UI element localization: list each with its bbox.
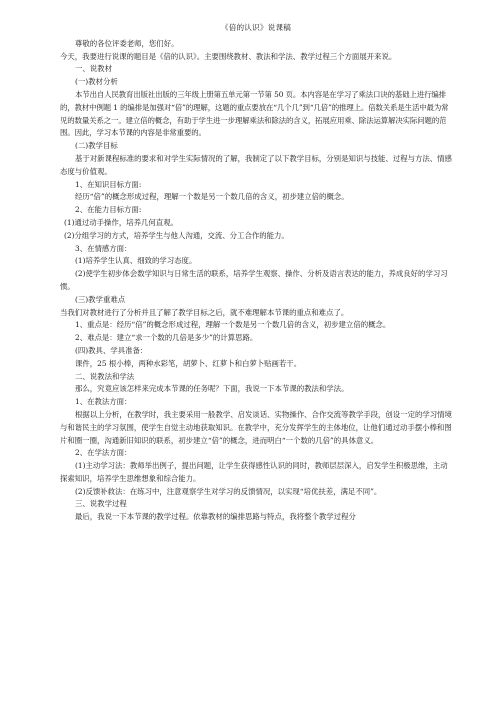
- materials-prep-text: 课件，25 根小棒，两种水彩笔，胡萝卜、红萝卜和白萝卜贴画若干。: [75, 358, 302, 368]
- analysis-paragraph: 本节出自人民教育出版社出版的三年级上册第五单元第一节第 50 页。本内容是在学习了乘法口诀的基础上进行编排的，教材中例题 1 的编排是加强对“倍”的理解，这题的重点要放在“几个几”到“几倍”的推理上。倍数关系是生活中最为常见的数量关系之一。建立倍的概念，有助于学生进一步理解乘法和除法的含义，拓展应用乘、除法运算解决实际问题的范围。因此，学习本节课的内容是非常重要的。: [60, 89, 449, 138]
- section-heading-materials: 一、说教材: [75, 64, 112, 74]
- goal-ability-heading: 2、在能力目标方面:: [75, 205, 142, 215]
- key-point-2: 2、难点是：建立“求一个数的几倍是多少”的计算思路。: [75, 333, 258, 343]
- learning-method-item-2: (2)反馈补救法：在练习中，注意观察学生对学习的反馈情况，以实现“培优扶差，满足不同”。: [75, 486, 382, 496]
- intro-paragraph: 今天，我要进行说课的题目是《倍的认识》。主要围绕教材、教法和学法、教学过程三个方面展开来说。: [60, 51, 397, 61]
- goal-knowledge-text: 经历“倍”的概念形成过程，理解一个数是另一个数几倍的含义，初步建立倍的概念。: [75, 192, 349, 202]
- goal-ability-item-1: (1)通过动手操作，培养几何直观。: [64, 217, 178, 227]
- goal-emotion-heading: 3、在情感方面：: [75, 243, 132, 253]
- goals-paragraph: 基于对新课程标准的要求和对学生实际情况的了解，我制定了以下教学目标，分别是知识与技能、过程与方法、情感态度与价值观。: [60, 153, 452, 176]
- key-point-1: 1、重点是：经历“倍”的概念形成过程，理解一个数是另一个数几倍的含义，初步建立倍的概念。: [75, 320, 391, 330]
- learning-method-heading: 2、在学法方面：: [75, 448, 132, 458]
- goal-emotion-item-2: (2)使学生初步体会数学知识与日常生活的联系，培养学生观察、操作、分析及语言表达的能力，养成良好的学习习惯。: [60, 269, 448, 291]
- subheading-goals: (二)教学目标: [75, 141, 118, 151]
- methods-paragraph: 那么，究竟应该怎样来完成本节课的任务呢？下面，我说一下本节课的教法和学法。: [75, 384, 349, 394]
- teaching-method-text: 根据以上分析，在教学时，我主要采用一般教学、启发谈话、实物操作、合作交流等教学手段，创设一定的学习情境与和谐民主的学习氛围，使学生自觉主动地获取知识。在教学中，充分发挥学生的主体地位，让他们通过动手摆小棒和图片和圈一圈，沟通新旧知识的联系，初步建立“倍”的概念，进而明白“一个数的几倍”的具体意义。: [60, 409, 452, 445]
- goal-emotion-item-1: (1)培养学生认真、细致的学习态度。: [75, 256, 197, 266]
- teaching-method-heading: 1、在教法方面：: [75, 397, 132, 407]
- learning-method-item-1: (1)主动学习法：教师举出例子，提出问题，让学生获得感性认识的同时，教师层层深入，启发学生积极思维，主动探索知识，培养学生思维想象和综合能力。: [60, 461, 448, 483]
- subheading-materials-prep: (四)教具、学具准备：: [75, 345, 148, 355]
- doc-title: 《倍的认识》说课稿: [220, 23, 292, 32]
- section-heading-process: 三、说教学过程: [75, 499, 127, 509]
- greeting: 尊敬的各位评委老师，您们好。: [75, 38, 179, 48]
- subheading-key-points: (三)教学重难点: [75, 294, 126, 304]
- goal-knowledge-heading: 1、在知识目标方面:: [75, 179, 142, 189]
- process-paragraph: 最后，我说一下本节课的教学过程。依靠教材的编排思路与特点，我将整个教学过程分: [75, 512, 356, 522]
- subheading-analysis: (一)教材分析: [75, 77, 118, 87]
- section-heading-methods: 二、说教法和学法: [75, 371, 135, 381]
- goal-ability-item-2: (2)分组学习的方式，培养学生与他人沟通，交流、分工合作的能力。: [64, 230, 289, 240]
- key-points-paragraph: 当我们对教材进行了分析并且了解了教学目标之后，就不难理解本节课的重点和难点了。: [60, 307, 349, 317]
